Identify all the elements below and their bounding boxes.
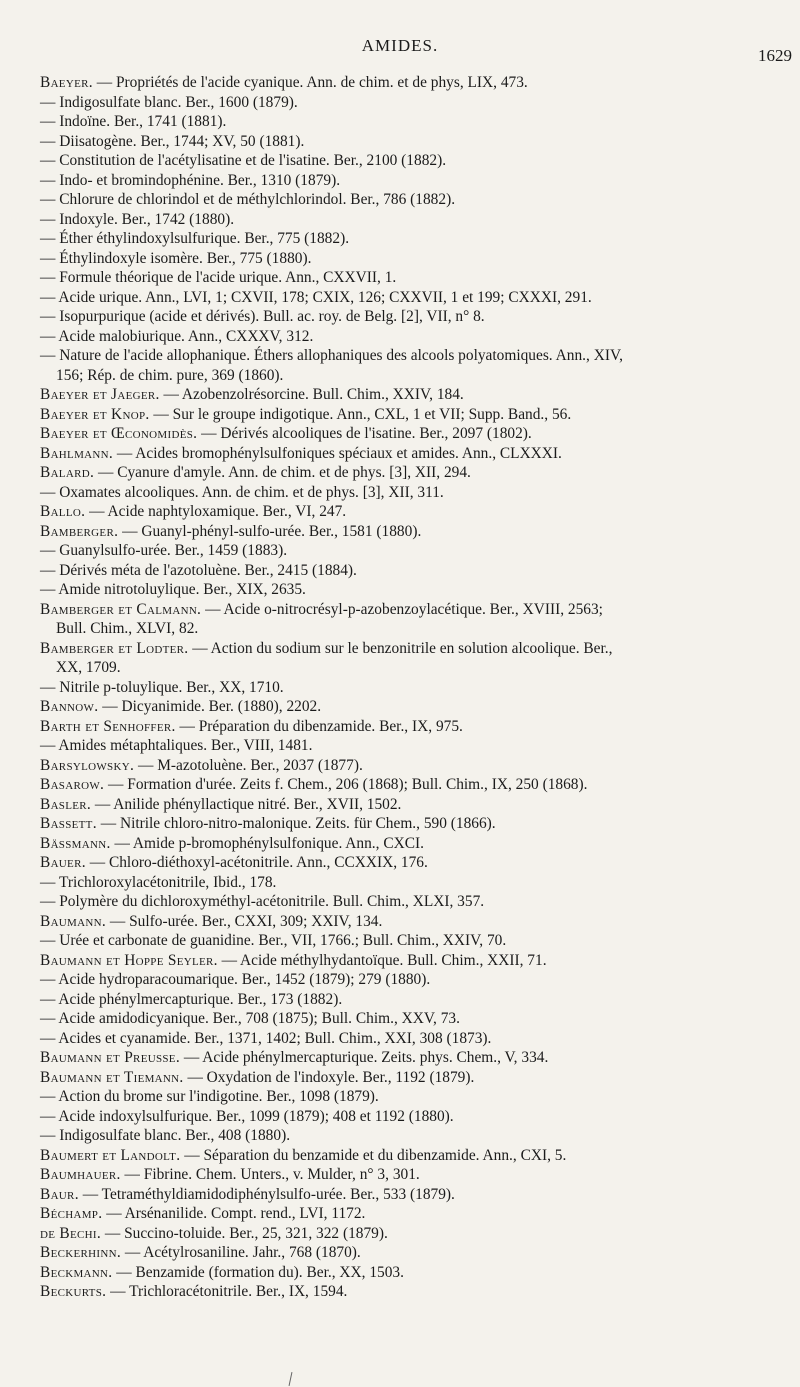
entry-text: — Sulfo-urée. Ber., CXXI, 309; XXIV, 134. bbox=[109, 912, 383, 930]
bibliography-entry bbox=[40, 756, 796, 776]
bibliography-entry bbox=[40, 951, 796, 971]
scan-mark bbox=[289, 1372, 293, 1386]
entry-text: — Indoxyle. Ber., 1742 (1880). bbox=[40, 210, 235, 228]
bibliography-entry bbox=[40, 1224, 796, 1244]
entry-continuation: 156; Rép. de chim. pure, 369 (1860). bbox=[56, 366, 284, 384]
bibliography-entry bbox=[40, 405, 796, 425]
entry-text: — Sur le groupe indigotique. Ann., CXL, 1 et VII; Supp. Band., 56. bbox=[153, 405, 572, 423]
entry-text: — Acide phénylmercapturique. Zeits. phys. Chem., V, 334. bbox=[183, 1049, 549, 1066]
entry-author: Bamberger et Calmann. bbox=[40, 600, 202, 618]
entry-author: Baeyer et Knop. bbox=[40, 405, 150, 423]
bibliography-entry bbox=[40, 697, 796, 717]
entry-text: — Urée et carbonate de guanidine. Ber., VII, 1766.; Bull. Chim., XXIV, 70. bbox=[40, 932, 507, 949]
entry-text: — Indigosulfate blanc. Ber., 1600 (1879). bbox=[40, 93, 298, 111]
bibliography-entry bbox=[40, 814, 796, 834]
entry-text: — Trichloroxylacétonitrile, Ibid., 178. bbox=[40, 873, 277, 891]
entry-text: — Anilide phényllactique nitré. Ber., XVII, 1502. bbox=[94, 795, 402, 813]
entry-author: Beckmann. bbox=[40, 1263, 113, 1281]
bibliography-entry bbox=[40, 268, 796, 288]
bibliography-entry bbox=[40, 190, 796, 210]
bibliography-list bbox=[40, 73, 796, 1302]
entry-text: — Nitrile chloro-nitro-malonique. Zeits. für Chem., 590 (1866). bbox=[100, 815, 496, 832]
entry-text: — Acétylrosaniline. Jahr., 768 (1870). bbox=[124, 1244, 361, 1261]
bibliography-entry bbox=[40, 912, 796, 932]
bibliography-entry bbox=[40, 229, 796, 249]
entry-author: Beckurts. bbox=[40, 1283, 107, 1300]
entry-text: — Éther éthylindoxylsulfurique. Ber., 775 (1882). bbox=[40, 230, 350, 247]
entry-author: de Bechi. bbox=[40, 1224, 101, 1242]
entry-text: — Guanyl-phényl-sulfo-urée. Ber., 1581 (1880). bbox=[122, 522, 422, 540]
entry-text: — Acide indoxylsulfurique. Ber., 1099 (1879); 408 et 1192 (1880). bbox=[40, 1107, 454, 1125]
entry-author: Baumann et Preusse. bbox=[40, 1049, 180, 1066]
entry-continuation: Bull. Chim., XLVI, 82. bbox=[56, 620, 199, 637]
bibliography-entry bbox=[40, 93, 796, 113]
bibliography-entry bbox=[40, 151, 796, 171]
entry-author: Bamberger et Lodter. bbox=[40, 639, 189, 657]
bibliography-entry bbox=[40, 580, 796, 600]
bibliography-entry bbox=[40, 463, 796, 483]
entry-author: Baeyer et Jaeger. bbox=[40, 386, 160, 403]
entry-author: Bannow. bbox=[40, 698, 99, 715]
entry-text: — Acide amidodicyanique. Ber., 708 (1875); Bull. Chim., XXV, 73. bbox=[40, 1010, 460, 1027]
bibliography-entry bbox=[40, 931, 796, 951]
bibliography-entry bbox=[40, 1185, 796, 1205]
entry-author: Basler. bbox=[40, 795, 92, 813]
entry-text: — Dicyanimide. Ber. (1880), 2202. bbox=[102, 698, 322, 715]
entry-author: Beckerhinn. bbox=[40, 1244, 121, 1261]
bibliography-entry bbox=[40, 307, 796, 327]
bibliography-entry bbox=[40, 424, 796, 444]
entry-text: — Fibrine. Chem. Unters., v. Mulder, n° 3, 301. bbox=[124, 1166, 420, 1183]
entry-text: — Trichloracétonitrile. Ber., IX, 1594. bbox=[110, 1283, 348, 1300]
entry-author: Basarow. bbox=[40, 776, 105, 793]
bibliography-entry bbox=[40, 795, 796, 815]
bibliography-entry bbox=[40, 1068, 796, 1088]
bibliography-entry bbox=[40, 892, 796, 912]
bibliography-entry bbox=[40, 1243, 796, 1263]
entry-text: — Éthylindoxyle isomère. Ber., 775 (1880). bbox=[40, 249, 312, 267]
entry-text: — Acide malobiurique. Ann., CXXXV, 312. bbox=[40, 327, 314, 345]
entry-text: — Acide phénylmercapturique. Ber., 173 (1882). bbox=[40, 990, 343, 1008]
bibliography-entry bbox=[40, 775, 796, 795]
bibliography-entry bbox=[40, 171, 796, 191]
entry-text: — Séparation du benzamide et du dibenzamide. Ann., CXI, 5. bbox=[184, 1146, 567, 1164]
bibliography-entry bbox=[40, 1165, 796, 1185]
entry-author: Baeyer et Œconomidès. bbox=[40, 425, 198, 442]
bibliography-entry bbox=[40, 112, 796, 132]
entry-author: Baumhauer. bbox=[40, 1166, 121, 1183]
bibliography-entry bbox=[40, 970, 796, 990]
entry-text: — Acide naphtyloxamique. Ber., VI, 247. bbox=[89, 503, 347, 520]
entry-text: — Dérivés méta de l'azotoluène. Ber., 2415 (1884). bbox=[40, 561, 357, 579]
entry-text: — Formation d'urée. Zeits f. Chem., 206 (1868); Bull. Chim., IX, 250 (1868). bbox=[108, 776, 588, 793]
bibliography-entry bbox=[40, 73, 796, 93]
entry-text: — Benzamide (formation du). Ber., XX, 1503. bbox=[116, 1263, 404, 1281]
entry-author: Baur. bbox=[40, 1185, 79, 1203]
entry-text: — Polymère du dichloroxyméthyl-acétonitrile. Bull. Chim., XLXI, 357. bbox=[40, 893, 485, 910]
entry-author: Baumann et Hoppe Seyler. bbox=[40, 951, 218, 969]
bibliography-entry bbox=[40, 639, 796, 678]
bibliography-entry bbox=[40, 1282, 796, 1302]
entry-text: — Dérivés alcooliques de l'isatine. Ber., 2097 (1802). bbox=[201, 425, 532, 442]
bibliography-entry bbox=[40, 1087, 796, 1107]
bibliography-entry bbox=[40, 210, 796, 230]
bibliography-entry bbox=[40, 834, 796, 854]
page-title: AMIDES. bbox=[361, 36, 439, 55]
entry-author: Barth et Senhoffer. bbox=[40, 717, 176, 735]
entry-text: — Cyanure d'amyle. Ann. de chim. et de phys. [3], XII, 294. bbox=[97, 464, 471, 481]
entry-text: — Oxydation de l'indoxyle. Ber., 1192 (1879). bbox=[187, 1068, 475, 1086]
entry-text: — Acide o-nitrocrésyl-p-azobenzoylacétique. Ber., XVIII, 2563; bbox=[205, 600, 603, 618]
entry-text: — Action du sodium sur le benzonitrile en solution alcoolique. Ber., bbox=[192, 639, 613, 657]
entry-text: — Formule théorique de l'acide urique. Ann., CXXVII, 1. bbox=[40, 269, 397, 286]
entry-text: — Chlorure de chlorindol et de méthylchlorindol. Ber., 786 (1882). bbox=[40, 191, 456, 208]
entry-text: — Succino-toluide. Ber., 25, 321, 322 (1879). bbox=[104, 1224, 388, 1242]
entry-text: — Acide hydroparacoumarique. Ber., 1452 (1879); 279 (1880). bbox=[40, 971, 431, 988]
entry-text: — Chloro-diéthoxyl-acétonitrile. Ann., CCXXIX, 176. bbox=[89, 854, 428, 871]
page-number: 1629 bbox=[758, 46, 792, 65]
entry-author: Baumann. bbox=[40, 912, 107, 930]
bibliography-entry bbox=[40, 522, 796, 542]
entry-author: Baumann et Tiemann. bbox=[40, 1068, 184, 1086]
bibliography-entry bbox=[40, 444, 796, 464]
bibliography-entry bbox=[40, 1146, 796, 1166]
entry-text: — Préparation du dibenzamide. Ber., IX, 975. bbox=[179, 717, 463, 735]
entry-text: — Indo- et bromindophénine. Ber., 1310 (1879). bbox=[40, 171, 341, 189]
bibliography-entry bbox=[40, 1204, 796, 1224]
entry-author: Balard. bbox=[40, 464, 95, 481]
bibliography-entry bbox=[40, 249, 796, 269]
entry-author: Barsylowsky. bbox=[40, 756, 135, 774]
bibliography-entry bbox=[40, 600, 796, 639]
entry-text: — Amide p-bromophénylsulfonique. Ann., CXCI. bbox=[114, 834, 424, 852]
entry-author: Béchamp. bbox=[40, 1205, 103, 1222]
entry-text: — Diisatogène. Ber., 1744; XV, 50 (1881). bbox=[40, 132, 305, 150]
entry-text: — Amide nitrotoluylique. Ber., XIX, 2635. bbox=[40, 581, 306, 598]
bibliography-entry bbox=[40, 327, 796, 347]
bibliography-entry bbox=[40, 385, 796, 405]
bibliography-entry bbox=[40, 990, 796, 1010]
bibliography-entry bbox=[40, 873, 796, 893]
bibliography-entry bbox=[40, 1126, 796, 1146]
entry-text: — Acide urique. Ann., LVI, 1; CXVII, 178; CXIX, 126; CXXVII, 1 et 199; CXXXI, 291. bbox=[40, 288, 592, 306]
bibliography-entry bbox=[40, 502, 796, 522]
bibliography-entry bbox=[40, 483, 796, 503]
entry-text: — Azobenzolrésorcine. Bull. Chim., XXIV, 184. bbox=[163, 386, 464, 403]
entry-text: — Guanylsulfo-urée. Ber., 1459 (1883). bbox=[40, 542, 288, 559]
bibliography-entry bbox=[40, 346, 796, 385]
bibliography-entry bbox=[40, 1263, 796, 1283]
entry-author: Bässmann. bbox=[40, 834, 111, 852]
entry-text: — Arsénanilide. Compt. rend., LVI, 1172. bbox=[106, 1205, 366, 1222]
bibliography-entry bbox=[40, 132, 796, 152]
entry-text: — Nitrile p-toluylique. Ber., XX, 1710. bbox=[40, 678, 284, 696]
entry-text: — Acides et cyanamide. Ber., 1371, 1402; Bull. Chim., XXI, 308 (1873). bbox=[40, 1029, 492, 1047]
entry-text: — Tetraméthyldiamidodiphénylsulfo-urée. Ber., 533 (1879). bbox=[82, 1185, 455, 1203]
entry-text: — Isopurpurique (acide et dérivés). Bull. ac. roy. de Belg. [2], VII, n° 8. bbox=[40, 308, 485, 325]
entry-text: — Acide méthylhydantoïque. Bull. Chim., XXII, 71. bbox=[221, 951, 547, 969]
entry-author: Bamberger. bbox=[40, 522, 119, 540]
bibliography-entry bbox=[40, 541, 796, 561]
bibliography-entry bbox=[40, 1048, 796, 1068]
bibliography-entry bbox=[40, 1107, 796, 1127]
entry-text: — M-azotoluène. Ber., 2037 (1877). bbox=[137, 756, 363, 774]
entry-text: — Oxamates alcooliques. Ann. de chim. et de phys. [3], XII, 311. bbox=[40, 483, 444, 501]
entry-text: — Action du brome sur l'indigotine. Ber., 1098 (1879). bbox=[40, 1088, 379, 1105]
entry-author: Ballo. bbox=[40, 503, 86, 520]
entry-author: Bassett. bbox=[40, 815, 97, 832]
entry-text: — Acides bromophénylsulfoniques spéciaux et amides. Ann., CLXXXI. bbox=[116, 444, 562, 462]
entry-text: — Amides métaphtaliques. Ber., VIII, 1481. bbox=[40, 737, 313, 754]
bibliography-entry bbox=[40, 678, 796, 698]
entry-continuation: XX, 1709. bbox=[56, 659, 121, 676]
entry-author: Baeyer. bbox=[40, 74, 93, 91]
entry-text: — Constitution de l'acétylisatine et de l'isatine. Ber., 2100 (1882). bbox=[40, 152, 447, 169]
entry-text: — Indoïne. Ber., 1741 (1881). bbox=[40, 113, 227, 130]
bibliography-entry bbox=[40, 1029, 796, 1049]
bibliography-entry bbox=[40, 736, 796, 756]
entry-text: — Nature de l'acide allophanique. Éthers allophaniques des alcools polyatomiques. Ann., XIV, bbox=[40, 347, 623, 364]
entry-author: Baumert et Landolt. bbox=[40, 1146, 181, 1164]
bibliography-entry bbox=[40, 561, 796, 581]
bibliography-entry bbox=[40, 288, 796, 308]
bibliography-entry bbox=[40, 717, 796, 737]
entry-text: — Propriétés de l'acide cyanique. Ann. de chim. et de phys, LIX, 473. bbox=[96, 74, 528, 91]
entry-author: Bauer. bbox=[40, 854, 86, 871]
bibliography-entry bbox=[40, 1009, 796, 1029]
entry-text: — Indigosulfate blanc. Ber., 408 (1880). bbox=[40, 1127, 291, 1144]
entry-author: Bahlmann. bbox=[40, 444, 114, 462]
bibliography-entry bbox=[40, 853, 796, 873]
